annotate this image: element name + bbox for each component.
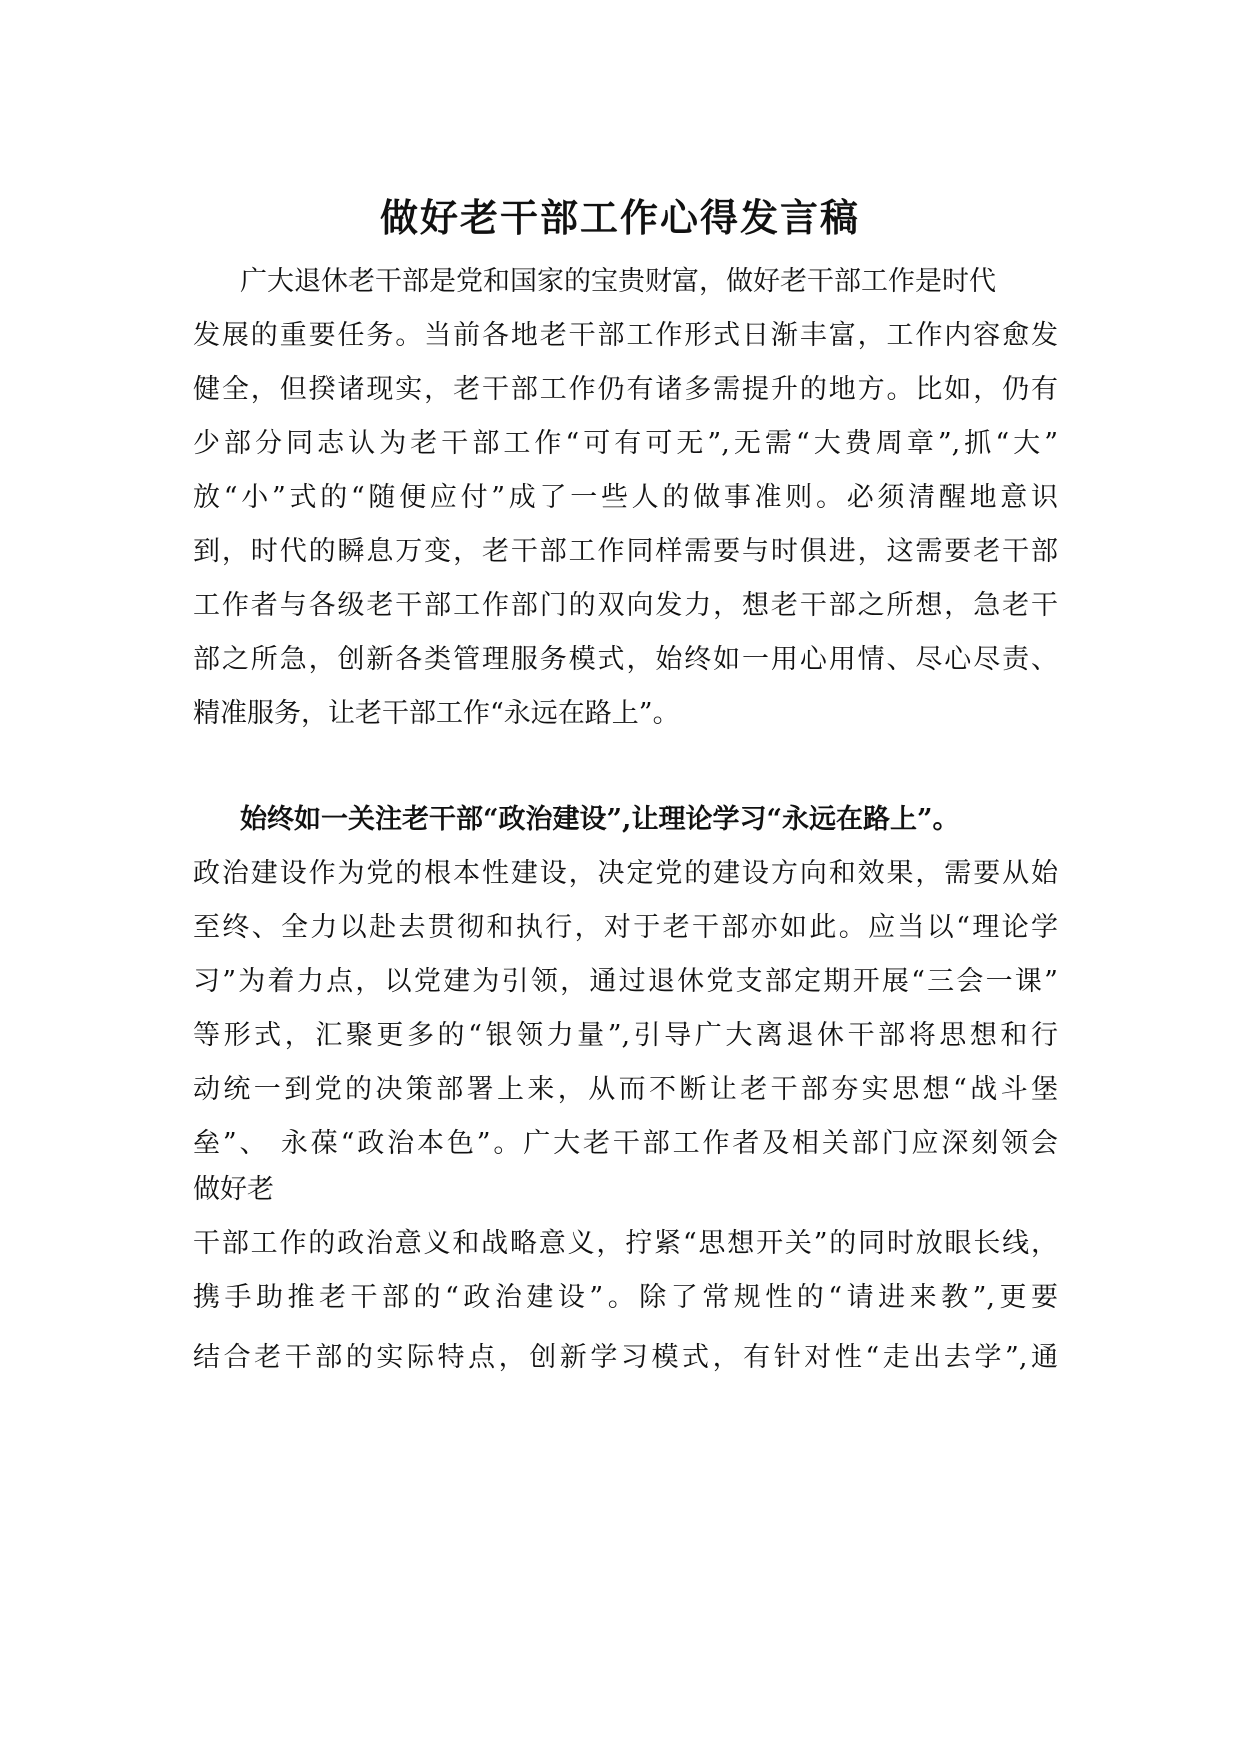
paragraph-line: 到，时代的瞬息万变，老干部工作同样需要与时俱进，这需要老干部 xyxy=(193,536,1058,567)
paragraph-line: 广大退休老干部是党和国家的宝贵财富，做好老干部工作是时代 xyxy=(240,266,996,297)
paragraph-line: 工作者与各级老干部工作部门的双向发力，想老干部之所想，急老干 xyxy=(193,590,1058,621)
paragraph-line: 至终、全力以赴去贯彻和执行，对于老干部亦如此。应当以“理论学 xyxy=(193,912,1058,943)
paragraph-line: 放“小”式的“随便应付”成了一些人的做事准则。必须清醒地意识 xyxy=(193,482,1058,513)
paragraph-line: 垒”、 永葆“政治本色”。广大老干部工作者及相关部门应深刻领会 xyxy=(193,1128,1058,1159)
paragraph-line: 动统一到党的决策部署上来，从而不断让老干部夯实思想“战斗堡 xyxy=(193,1074,1058,1105)
paragraph-line: 少部分同志认为老干部工作“可有可无”,无需“大费周章”,抓“大” xyxy=(193,428,1058,459)
paragraph-line: 做好老 xyxy=(193,1174,274,1205)
paragraph-line: 结合老干部的实际特点，创新学习模式，有针对性“走出去学”,通 xyxy=(193,1342,1058,1373)
paragraph-line: 政治建设作为党的根本性建设，决定党的建设方向和效果，需要从始 xyxy=(193,858,1058,889)
paragraph-line: 习”为着力点，以党建为引领，通过退休党支部定期开展“三会一课” xyxy=(193,966,1058,997)
paragraph-line: 发展的重要任务。当前各地老干部工作形式日渐丰富，工作内容愈发 xyxy=(193,320,1058,351)
paragraph-line: 精准服务，让老干部工作“永远在路上”。 xyxy=(193,698,680,729)
paragraph-line: 携手助推老干部的“政治建设”。除了常规性的“请进来教”,更要 xyxy=(193,1282,1058,1313)
section-heading: 始终如一关注老干部“政治建设”,让理论学习“永远在路上”。 xyxy=(240,804,960,835)
paragraph-line: 等形式，汇聚更多的“银领力量”,引导广大离退休干部将思想和行 xyxy=(193,1020,1058,1051)
document-title: 做好老干部工作心得发言稿 xyxy=(379,195,860,240)
paragraph-line: 部之所急，创新各类管理服务模式，始终如一用心用情、尽心尽责、 xyxy=(193,644,1058,675)
paragraph-line: 健全，但揆诸现实，老干部工作仍有诸多需提升的地方。比如，仍有 xyxy=(193,374,1058,405)
paragraph-line: 干部工作的政治意义和战略意义，拧紧“思想开关”的同时放眼长线， xyxy=(193,1228,1058,1259)
